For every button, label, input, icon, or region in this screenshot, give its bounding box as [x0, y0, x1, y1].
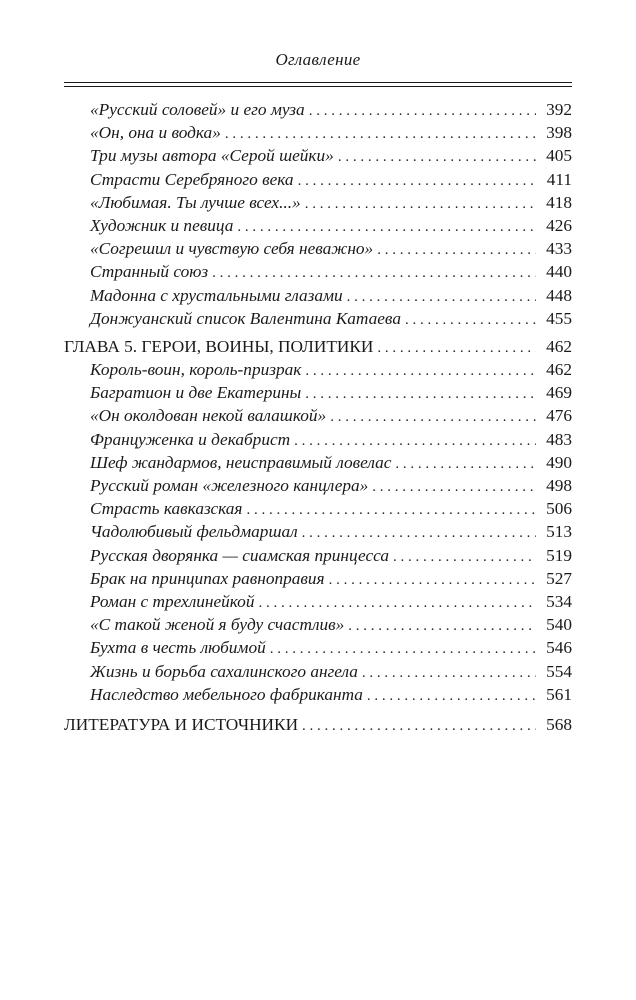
toc-entry-page: 476: [546, 406, 572, 426]
toc-entry-page: 490: [546, 452, 572, 472]
dot-leader: [302, 522, 536, 545]
toc-entry[interactable]: [64, 358, 572, 381]
toc-entry-title: Страсти Серебряного века: [90, 169, 294, 189]
toc-entry-title: «Он околдован некой валашкой»: [90, 406, 327, 426]
toc-entry-page: 433: [546, 239, 572, 259]
toc-entry[interactable]: [64, 613, 572, 636]
toc-entry-title: Художник и певица: [90, 215, 234, 235]
toc-entry-title: Жизнь и борьба сахалинского ангела: [90, 661, 358, 681]
dot-leader: [347, 286, 536, 309]
toc-entry[interactable]: [64, 544, 572, 567]
toc-literature[interactable]: [64, 713, 572, 736]
dot-leader: [393, 546, 536, 569]
toc-entry-title: ГЛАВА 5. ГЕРОИ, ВОИНЫ, ПОЛИТИКИ: [64, 336, 374, 356]
toc-entry[interactable]: [64, 307, 572, 330]
toc-entry-page: 568: [546, 714, 572, 734]
toc-entry-title: «С такой женой я буду счастлив»: [90, 615, 345, 635]
dot-leader: [305, 383, 536, 406]
toc-entry-title: Наследство мебельного фабриканта: [90, 684, 363, 704]
dot-leader: [367, 685, 536, 708]
toc-entry-page: 469: [546, 383, 572, 403]
toc-entry-page: 440: [546, 262, 572, 282]
toc-entry[interactable]: [64, 260, 572, 283]
table-of-contents: [64, 98, 572, 736]
toc-entry-title: Мадонна с хрустальными глазами: [90, 285, 343, 305]
toc-entry-page: 411: [546, 169, 572, 189]
toc-entry-page: 392: [546, 100, 572, 119]
running-header: Оглавление: [275, 50, 361, 69]
dot-leader: [405, 309, 536, 332]
toc-entry-page: 448: [546, 285, 572, 305]
toc-entry[interactable]: [64, 567, 572, 590]
toc-entry-title: Француженка и декабрист: [90, 429, 291, 449]
dot-leader: [372, 476, 536, 499]
toc-entry-title: Бухта в честь любимой: [90, 638, 266, 658]
toc-entry-page: 483: [546, 429, 572, 449]
toc-entry-page: 418: [546, 192, 572, 212]
toc-entry-title: Страсть кавказская: [90, 499, 243, 519]
dot-leader: [348, 615, 536, 638]
toc-entry-page: 506: [546, 499, 572, 519]
dot-leader: [294, 430, 536, 453]
dot-leader: [212, 262, 536, 285]
dot-leader: [395, 453, 536, 476]
toc-entry-title: Донжуанский список Валентина Катаева: [90, 308, 401, 328]
dot-leader: [330, 406, 536, 429]
toc-entry[interactable]: [64, 636, 572, 659]
dot-leader: [377, 337, 536, 360]
toc-entry[interactable]: [64, 428, 572, 451]
toc-entry-title: Шеф жандармов, неисправимый ловелас: [90, 452, 392, 472]
dot-leader: [305, 193, 536, 216]
dot-leader: [237, 216, 536, 239]
dot-leader: [298, 170, 536, 193]
dot-leader: [258, 592, 536, 615]
toc-chapter-5[interactable]: [64, 335, 572, 358]
toc-entry[interactable]: [64, 660, 572, 683]
toc-entry-page: 498: [546, 476, 572, 495]
toc-entry-page: 519: [546, 545, 572, 565]
toc-entry[interactable]: [64, 520, 572, 543]
toc-entry-page: 426: [546, 215, 572, 235]
toc-section-a: [64, 98, 572, 330]
toc-entry-title: ЛИТЕРАТУРА И ИСТОЧНИКИ: [64, 714, 299, 734]
toc-entry-title: «Любимая. Ты лучше всех...»: [90, 192, 301, 212]
toc-entry[interactable]: [64, 284, 572, 307]
toc-entry-page: 540: [546, 615, 572, 635]
dot-leader: [338, 146, 536, 169]
toc-entry[interactable]: [64, 474, 572, 497]
toc-entry-page: 527: [546, 568, 572, 588]
dot-leader: [270, 638, 536, 661]
toc-entry-title: Русский роман «железного канцлера»: [90, 476, 369, 495]
toc-entry-page: 546: [546, 638, 572, 658]
toc-entry-title: Брак на принципах равноправия: [90, 568, 325, 588]
toc-entry[interactable]: [64, 214, 572, 237]
dot-leader: [362, 662, 536, 685]
toc-entry[interactable]: [64, 98, 572, 121]
toc-entry[interactable]: [64, 121, 572, 144]
dot-leader: [302, 715, 536, 738]
toc-entry-page: 455: [546, 308, 572, 328]
toc-entry-title: Багратион и две Екатерины: [90, 383, 302, 403]
toc-entry-page: 513: [546, 522, 572, 542]
header-rule-bottom: [64, 86, 572, 87]
toc-entry-title: «Согрешил и чувствую себя неважно»: [90, 239, 374, 259]
toc-entry-page: 398: [546, 123, 572, 143]
toc-entry[interactable]: [64, 497, 572, 520]
toc-section-b: [64, 358, 572, 706]
toc-entry[interactable]: [64, 451, 572, 474]
toc-entry[interactable]: [64, 683, 572, 706]
toc-entry[interactable]: [64, 590, 572, 613]
toc-entry-page: 405: [546, 146, 572, 166]
dot-leader: [305, 360, 536, 383]
dot-leader: [377, 239, 536, 262]
toc-entry-title: Русская дворянка — сиамская принцесса: [90, 545, 390, 565]
dot-leader: [246, 499, 536, 522]
toc-entry-page: 554: [546, 661, 572, 681]
toc-entry[interactable]: [64, 404, 572, 427]
toc-entry[interactable]: [64, 144, 572, 167]
toc-entry[interactable]: [64, 381, 572, 404]
dot-leader: [309, 100, 536, 123]
dot-leader: [329, 569, 536, 592]
dot-leader: [225, 123, 536, 146]
toc-entry-page: 534: [546, 591, 572, 611]
toc-entry-title: «Он, она и водка»: [90, 123, 221, 143]
toc-entry-title: Странный союз: [90, 262, 209, 282]
toc-entry-title: Король-воин, король-призрак: [90, 360, 302, 380]
toc-entry-title: Чадолюбивый фельдмаршал: [90, 522, 298, 542]
toc-entry-page: 462: [546, 360, 572, 380]
header-rule-top: [64, 82, 572, 83]
toc-entry-page: 561: [546, 684, 572, 704]
toc-entry-page: 462: [546, 336, 572, 356]
toc-entry-title: «Русский соловей» и его муза: [90, 100, 305, 119]
toc-entry[interactable]: [64, 191, 572, 214]
toc-entry-title: Роман с трехлинейкой: [90, 591, 255, 611]
toc-entry[interactable]: [64, 168, 572, 191]
toc-entry[interactable]: [64, 237, 572, 260]
toc-entry-title: Три музы автора «Серой шейки»: [90, 146, 334, 166]
